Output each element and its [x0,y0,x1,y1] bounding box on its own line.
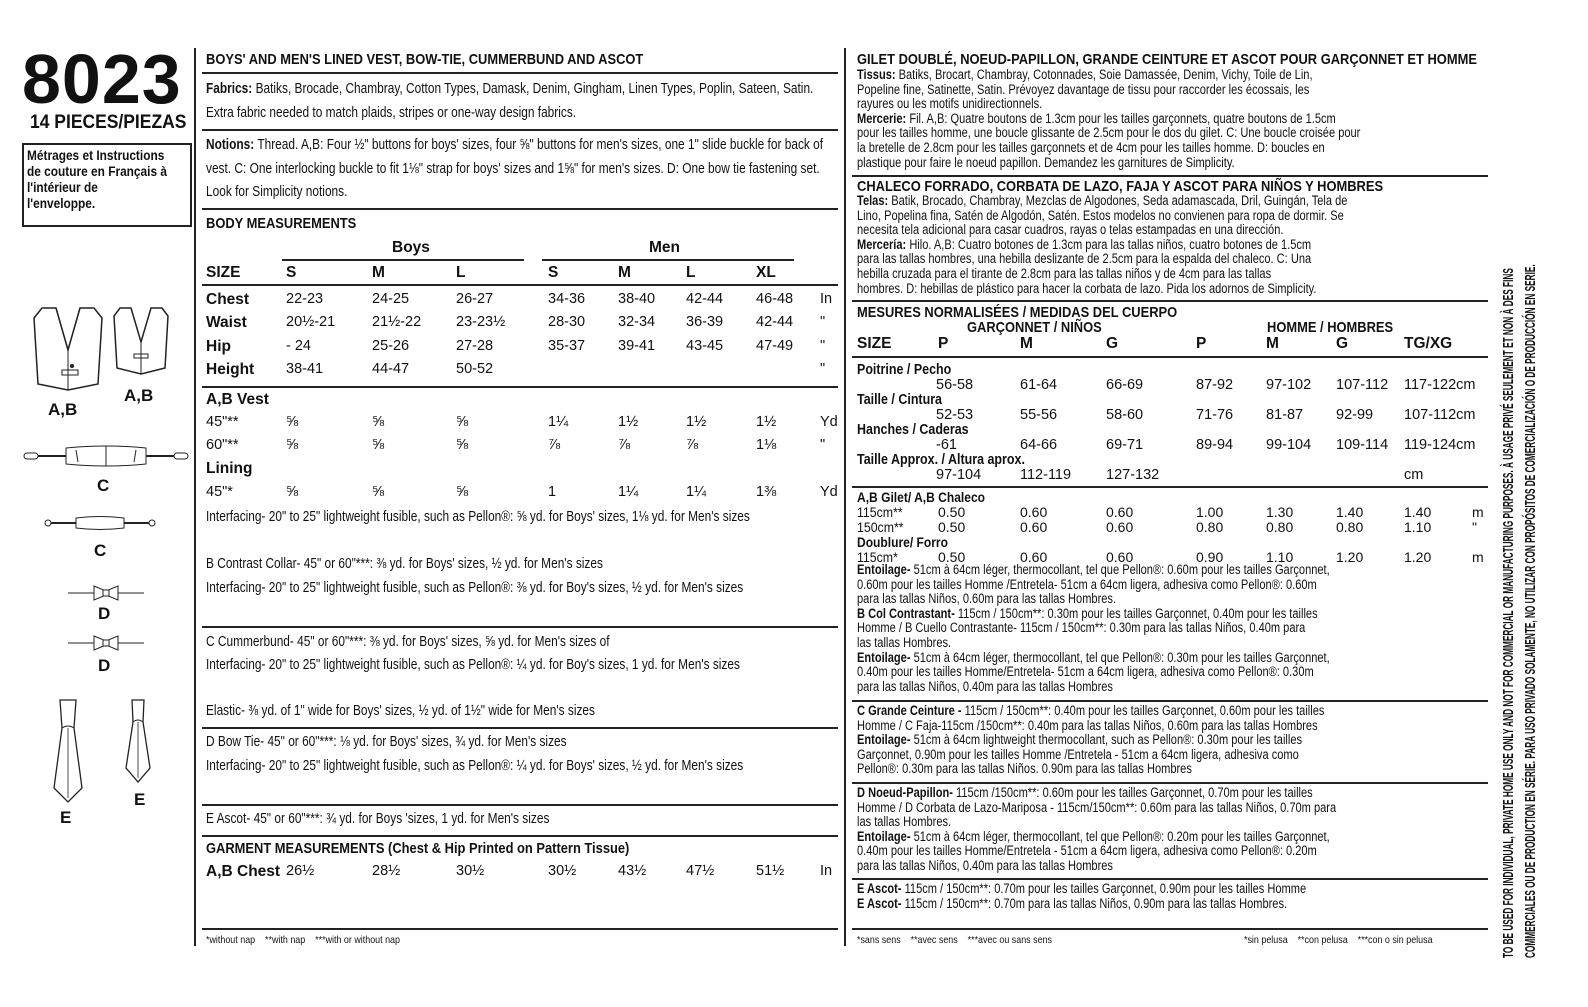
gilet-value: 0.80 [1266,519,1294,535]
measurement-value: 26-27 [456,291,494,307]
pattern-number: 8023 [22,40,182,118]
spanish-notions-line: Telas: Batik, Brocado, Chambray, Mezclas de Algodones, Seda adamascada, Dril, Guingán, Tela de [857,193,1348,208]
measurement-value: 23-23½ [456,314,506,330]
measurement-value: 43-45 [686,338,724,354]
yardage-block-line: Homme / C Faja-115cm /150cm**: 0.40m para las tallas Niños, 0.60m para las tallas Hombres [857,717,1318,733]
doublure-value: 0.50 [938,549,966,565]
mesure-row-label: Hanches / Caderas [857,422,969,438]
measurement-row-label: Hip [206,338,231,355]
interfacing-cummerbund: Interfacing- 20" to 25" lightweight fusible, such as Pellon®: ¼ yd. for Boy's sizes, 1 yd. for Men's sizes [206,657,740,673]
boys-header: Boys [392,239,430,256]
mesure-value: 52-53 [936,407,974,423]
gilet-unit: " [1472,519,1477,535]
english-title: BOYS' AND MEN'S LINED VEST, BOW-TIE, CUMMERBUND AND ASCOT [206,51,644,68]
english-footnote: *without nap **with nap ***with or without nap [206,934,400,946]
yardage-block-line: para las tallas Niños, 0.40m para las tallas Hombres [857,858,1113,873]
gilet-unit: m [1472,504,1484,520]
doublure-value: 1.20 [1336,549,1364,565]
rule [202,928,838,930]
lining-value: 1¼ [618,484,639,500]
lining-unit: Yd [820,484,838,500]
mesure-value: 127-132 [1106,467,1160,483]
yardage-unit: Yd [820,414,838,430]
lining-row-label: 45"* [206,484,233,500]
lining-value: 1⅜ [756,484,777,500]
cummerbund-yardage: C Cummerbund- 45" or 60"***: ⅜ yd. for Boys' sizes, ⅝ yd. for Men's sizes of [206,634,610,650]
lining-value: ⅝ [372,484,385,500]
french-notice-text: Métrages et Instructions de couture en Français à l'intérieur de l'enveloppe. [27,148,167,211]
lining-value: ⅝ [286,484,299,500]
gilet-value: 0.50 [938,504,966,520]
mesure-value: 97-104 [936,467,982,483]
yardage-block-line: E Ascot- 115cm / 150cm**: 0.70m para las tallas Niños, 0.90m para las tallas Hombres. [857,895,1288,911]
mesure-value: 92-99 [1336,407,1374,423]
doublure-value: 0.60 [1020,549,1048,565]
gilet-value: 1.40 [1336,504,1364,520]
mesure-value: 66-69 [1106,377,1144,393]
size-header: L [456,264,466,281]
measurement-value: 46-48 [756,291,794,307]
measurement-value: 47-49 [756,338,794,354]
rule [852,878,1488,880]
rule [202,208,838,210]
fr-size-header: P [938,335,949,352]
french-footnote: *sans sens **avec sens ***avec ou sans sens [857,934,1052,946]
mesure-value: 112-119 [1020,467,1072,483]
yardage-value: 1¼ [548,414,569,430]
fabrics-paragraph: Fabrics: Batiks, Brocade, Chambray, Cotton Types, Damask, Denim, Gingham, Linen Types, Poplin, Sateen, Satin. Extra fabric needed to match plaids, stripes or one-way design fabrics. [206,81,814,121]
garment-value: 43½ [618,863,647,879]
interfacing-collar: Interfacing- 20" to 25" lightweight fusible, such as Pellon®: ⅜ yd. for Boy's sizes, ½ yd. for Men's sizes [206,580,744,596]
side-notice-line-1: TO BE USED FOR INDIVIDUAL, PRIVATE HOME USE ONLY AND NOT FOR COMMERCIAL OR MANUFACTURING PURPOSES. À USAGE PRIVÉ SEULEMENT ET NON À DES FINS [1500,268,1517,958]
measurement-value: 27-28 [456,338,494,354]
ascot-view-1 [50,698,86,804]
measurement-value: 42-44 [686,291,724,307]
garment-value: 28½ [372,863,401,879]
spanish-notions-line: Lino, Popelina fina, Satén de Algodón, Satén. Estos modelos no convienen para ropa de dormir. Se [857,207,1344,223]
rule [202,284,838,286]
vest-label: A,B Vest [206,391,269,408]
lining-value: ⅝ [456,484,469,500]
measurement-value: 25-26 [372,338,410,354]
view-label-d-1: D [98,604,111,623]
ascot-yardage: E Ascot- 45" or 60"***: ¾ yd. for Boys 'sizes, 1 yd. for Men's sizes [206,811,550,827]
garment-value: 26½ [286,863,315,879]
gilet-value: 0.80 [1336,519,1364,535]
garment-value: 47½ [686,863,715,879]
gilet-value: 1.40 [1404,504,1432,520]
rule [542,259,794,261]
garment-value: 30½ [548,863,577,879]
yardage-block-line: Homme / D Corbata de Lazo-Mariposa - 115cm/150cm**: 0.60m para las tallas Niños, 0.70m para [857,799,1337,815]
mesure-value: 81-87 [1266,407,1304,423]
yardage-value: 1½ [686,414,707,430]
gilet-value: 1.10 [1404,519,1432,535]
measurement-unit: " [820,361,826,377]
garment-value: 51½ [756,863,785,879]
yardage-row-label: 60"** [206,437,239,453]
doublure-value: 1.10 [1266,549,1294,565]
measurement-value: 21½-22 [372,314,422,330]
measurement-value: 36-39 [686,314,724,330]
measurement-value: 39-41 [618,338,656,354]
mesure-value: 119-124cm [1404,437,1476,453]
doublure-row-label: 115cm* [857,549,898,565]
view-label-d-2: D [98,656,111,675]
view-label-e-2: E [134,790,146,809]
measurement-value: 35-37 [548,338,586,354]
rule [202,835,838,837]
french-notions-line: la bretelle de 2.8cm pour les tailles garçonnets et de 4cm pour les tailles homme. D: boucles en [857,140,1325,155]
elastic-yardage: Elastic- ⅜ yd. of 1" wide for Boys' sizes, ½ yd. of 1½" wide for Men's sizes [206,703,596,719]
measurement-value: 38-40 [618,291,656,307]
french-notions-line: pour les tailles homme, une boucle glissante de 2.5cm pour le dos du gilet. C: Une boucle croisée pour [857,125,1361,141]
garment-measurements-title: GARMENT MEASUREMENTS (Chest & Hip Printed on Pattern Tissue) [206,840,630,857]
men-header: Men [649,239,680,256]
rule [852,782,1488,784]
gilet-label: A,B Gilet/ A,B Chaleco [857,489,986,505]
gilet-value: 0.50 [938,519,966,535]
mesure-value: 69-71 [1106,437,1144,453]
yardage-value: ⅞ [618,437,631,453]
yardage-value: 1⅛ [756,437,777,453]
measurement-value: 42-44 [756,314,794,330]
yardage-value: ⅞ [686,437,699,453]
fr-size-header: TG/XG [1404,335,1453,352]
measurement-unit: " [820,314,826,330]
fr-size-header: M [1020,335,1033,352]
garment-value: 30½ [456,863,485,879]
measurement-value: 22-23 [286,291,324,307]
size-header: L [686,264,696,281]
mesure-value: -61 [936,437,957,453]
measurement-value: 24-25 [372,291,410,307]
doublure-label: Doublure/ Forro [857,534,948,550]
yardage-block-line: Entoilage- 51cm à 64cm léger, thermocollant, tel que Pellon®: 0.30m pour les tailles Garçonnet, [857,649,1330,665]
measurement-value: 28-30 [548,314,586,330]
yardage-block-line: E Ascot- 115cm / 150cm**: 0.70m pour les tailles Garçonnet, 0.90m pour les tailles Homme [857,881,1307,896]
yardage-block-line: para las tallas Niños, 0.40m para las tallas Hombres [857,678,1113,694]
french-notions-line: Mercerie: Fil. A,B: Quatre boutons de 1.3cm pour les tailles garçonnets, quatre boutons de 1.5cm [857,110,1336,126]
measurement-unit: " [820,338,826,354]
size-header: S [286,264,297,281]
interfacing-bowtie: Interfacing- 20" to 25" lightweight fusible, such as Pellon®: ¼ yd. for Boys' sizes, ½ yd. for Men's sizes [206,758,744,774]
mesure-value: 109-114 [1336,437,1389,453]
view-label-e-1: E [60,808,72,827]
rule [852,700,1488,702]
measurement-value: - 24 [286,338,311,354]
french-notions-line: rayures ou les motifs unidirectionnels. [857,96,1043,112]
rule [282,259,524,261]
spanish-notions-line: necesita tela adicional para casar cuadros, rayas o telas estampadas en una dirección. [857,222,1284,238]
doublure-value: 0.90 [1196,549,1224,565]
yardage-value: ⅝ [372,414,385,430]
gilet-value: 1.30 [1266,504,1294,520]
gilet-value: 0.60 [1020,504,1048,520]
gilet-row-label: 150cm** [857,519,904,535]
spanish-notions-line: Mercería: Hilo. A,B: Cuatro botones de 1.3cm para las tallas niños, cuatro botones de 1.5cm [857,236,1312,252]
fr-size-header: G [1336,335,1349,352]
vest-view-b [112,306,170,376]
view-label-c-1: C [97,476,110,495]
mesure-row-label: Poitrine / Pecho [857,362,952,378]
body-measurements-title: BODY MEASUREMENTS [206,215,357,232]
garment-row-label: A,B Chest [206,863,281,880]
garconnet-header: GARÇONNET / NIÑOS [967,319,1102,336]
french-notions-line: plastique pour faire le noeud papillon. Demandez les garnitures de Simplicity. [857,154,1235,170]
measurement-value: 32-34 [618,314,656,330]
measurement-row-label: Waist [206,314,247,331]
measurement-value: 34-36 [548,291,586,307]
gilet-value: 0.60 [1106,519,1134,535]
view-label-c-2: C [94,541,107,560]
mesure-row-label: Taille / Cintura [857,392,943,408]
yardage-value: ⅝ [286,414,299,430]
view-label-ab-2: A,B [124,386,154,405]
mesure-value: 99-104 [1266,437,1312,453]
lining-value: 1¼ [686,484,707,500]
yardage-block-line: Entoilage- 51cm à 64cm léger, thermocollant, tel que Pellon®: 0.20m pour les tailles Garçonnet, [857,828,1330,844]
size-header: M [372,264,385,281]
cummerbund-view-2 [44,512,156,534]
yardage-value: ⅝ [456,437,469,453]
yardage-value: ⅞ [548,437,561,453]
french-title: GILET DOUBLÉ, NOEUD-PAPILLON, GRANDE CEINTURE ET ASCOT POUR GARÇONNET ET HOMME [857,51,1477,68]
yardage-block-line: C Grande Ceinture - 115cm / 150cm**: 0.40m pour les tailles Garçonnet, 0.60m pour les tailles [857,703,1325,718]
size-label: SIZE [206,264,241,281]
rule [852,175,1488,177]
garment-unit: In [820,863,833,879]
doublure-value: 0.60 [1106,549,1134,565]
rule [202,72,838,74]
spanish-footnote: *sin pelusa **con pelusa ***con o sin pelusa [1244,934,1433,946]
rule [202,804,838,806]
size-header: M [618,264,631,281]
fr-size-header: M [1266,335,1279,352]
mesure-value: 107-112 [1336,377,1389,393]
mesure-value: 97-102 [1266,377,1312,393]
spanish-notions-line: para las tallas hombres, una hebilla deslizante de 2.5cm para la espalda del chaleco. C: Una [857,251,1312,267]
yardage-value: ⅝ [456,414,469,430]
french-notions-line: Popeline fine, Satinette, Satin. Prévoyez davantage de tissu pour raccorder les écossais, les [857,81,1310,97]
yardage-value: 1½ [756,414,777,430]
view-label-ab-1: A,B [48,400,78,419]
rule [202,626,838,628]
mesure-value: 117-122cm [1404,377,1476,393]
mesure-value: 107-112cm [1404,407,1476,423]
measurement-value: 38-41 [286,361,324,377]
side-notice-line-2: COMMERCIALES OU DE PRODUCTION EN SÉRIE. PARA USO PRIVADO SOLAMENTE, NO UTILIZAR CON PROPÓSITOS DE COMERCIALIZACIÓN O DE PRODUCCIÓN EN SERIE. [1522,264,1539,958]
size-header: XL [756,264,776,281]
rule [202,727,838,729]
yardage-block-line: las tallas Hombres. [857,814,952,830]
rule [852,486,1488,488]
yardage-value: 1½ [618,414,639,430]
size-header: S [548,264,559,281]
left-divider [194,48,196,946]
mesure-value: cm [1404,467,1424,483]
homme-header: HOMME / HOMBRES [1267,319,1394,336]
doublure-value: 1.20 [1404,549,1432,565]
yardage-row-label: 45"** [206,414,239,430]
gilet-value: 0.60 [1020,519,1048,535]
notions-paragraph: Notions: Thread. A,B: Four ½" buttons for boys' sizes, four ⅝" buttons for men's sizes, one 1" slide buckle for back of vest. C: One interlocking buckle to fit 1⅛" strap for boys' sizes and 1⅝" for men's sizes. D: One bow tie fastening set. Look for Simplicity notions. [206,137,824,201]
bowtie-view-2 [66,634,146,652]
fr-size-header: G [1106,335,1119,352]
yardage-block-line: 0.60m pour les tailles Homme /Entretela- 51cm a 64cm ligera, adhesiva como Pellon®: 0.60m [857,576,1317,592]
mesures-title: MESURES NORMALISÉES / MEDIDAS DEL CUERPO [857,304,1178,321]
yardage-unit: " [820,437,826,453]
measurement-row-label: Chest [206,291,250,308]
contrast-collar: B Contrast Collar- 45" or 60"***: ⅜ yd. for Boys' sizes, ½ yd. for Men's sizes [206,556,603,572]
yardage-block-line: Pellon®: 0.30m para las tallas Niños. 0.90m para las tallas Hombres [857,761,1192,777]
mesure-value: 61-64 [1020,377,1058,393]
yardage-block-line: Homme / B Cuello Contrastante- 115cm / 150cm**: 0.30m para las tallas Niños, 0.40m para [857,620,1306,636]
yardage-block-line: Garçonnet, 0.90m pour les tailles Homme /Entretela - 51cm a 64cm ligera, adhesiva como [857,746,1299,762]
spanish-title: CHALECO FORRADO, CORBATA DE LAZO, FAJA Y ASCOT PARA NIÑOS Y HOMBRES [857,178,1384,195]
mesure-value: 71-76 [1196,407,1234,423]
yardage-block-line: Entoilage- 51cm à 64cm lightweight thermocollant, such as Pellon®: 0.30m pour les tailles [857,732,1303,748]
mesure-value: 64-66 [1020,437,1058,453]
yardage-value: ⅝ [372,437,385,453]
spanish-notions-line: hombres. D: hebillas de plástico para hacer la corbata de lazo. Pida los adornos de Simplicity. [857,280,1317,296]
yardage-value: ⅝ [286,437,299,453]
lining-label: Lining [206,460,253,477]
fr-size-header: P [1196,335,1207,352]
yardage-block-line: B Col Contrastant- 115cm / 150cm**: 0.30m pour les tailles Garçonnet, 0.40m pour les tailles [857,605,1318,621]
rule [852,928,1488,930]
gilet-value: 0.80 [1196,519,1224,535]
interfacing-vest: Interfacing- 20" to 25" lightweight fusible, such as Pellon®: ⅝ yd. for Boys' sizes, 1⅛ yd. for Men's sizes [206,509,750,525]
rule [202,129,838,131]
bowtie-yardage: D Bow Tie- 45" or 60"***: ⅛ yd. for Boys' sizes, ¾ yd. for Men's sizes [206,734,567,750]
measurement-row-label: Height [206,361,255,378]
measurement-value: 44-47 [372,361,410,377]
vest-view-a [32,306,104,392]
fr-size-label: SIZE [857,335,892,352]
mesure-value: 56-58 [936,377,974,393]
doublure-unit: m [1472,549,1484,565]
mesure-value: 58-60 [1106,407,1144,423]
cummerbund-view-1 [22,440,190,470]
measurement-value: 20½-21 [286,314,336,330]
yardage-block-line: para las tallas Niños, 0.60m para las tallas Hombres. [857,591,1117,607]
french-notions-line: Tissus: Batiks, Brocart, Chambray, Cotonnades, Soie Damassée, Denim, Vichy, Toile de Lin, [857,67,1313,82]
mesure-value: 89-94 [1196,437,1234,453]
mesure-row-label: Taille Approx. / Altura aprox. [857,452,1025,468]
yardage-block-line: las tallas Hombres. [857,635,952,650]
yardage-block-line: 0.40m pour les tailles Homme/Entretela- 51cm a 64cm ligera, adhesiva como Pellon®: 0.30m [857,664,1314,680]
gilet-value: 1.00 [1196,504,1224,520]
yardage-block-line: 0.40m pour les tailles Homme/Entretela - 51cm a 64cm ligera, adhesiva como Pellon®: 0.20m [857,843,1317,859]
rule [852,300,1488,302]
mesure-value: 87-92 [1196,377,1234,393]
yardage-block-line: D Noeud-Papillon- 115cm /150cm**: 0.60m pour les tailles Garçonnet, 0.70m pour les tailles [857,785,1313,800]
spanish-notions-line: hebilla cruzada para el tirante de 2.8cm para las tallas niños y de 4cm para las tallas [857,266,1272,281]
mesure-value: 55-56 [1020,407,1058,423]
measurement-unit: In [820,291,833,307]
yardage-block-line: Entoilage- 51cm à 64cm léger, thermocollant, tel que Pellon®: 0.60m pour les tailles Garçonnet, [857,562,1330,577]
gilet-row-label: 115cm** [857,504,903,520]
lining-value: 1 [548,484,557,500]
pieces-count: 14 PIECES/PIEZAS [30,112,187,133]
ascot-view-2 [122,698,154,784]
rule [852,356,1488,358]
measurement-value: 50-52 [456,361,494,377]
bowtie-view-1 [66,584,146,602]
center-divider [844,48,846,946]
gilet-value: 0.60 [1106,504,1134,520]
rule [202,386,838,388]
